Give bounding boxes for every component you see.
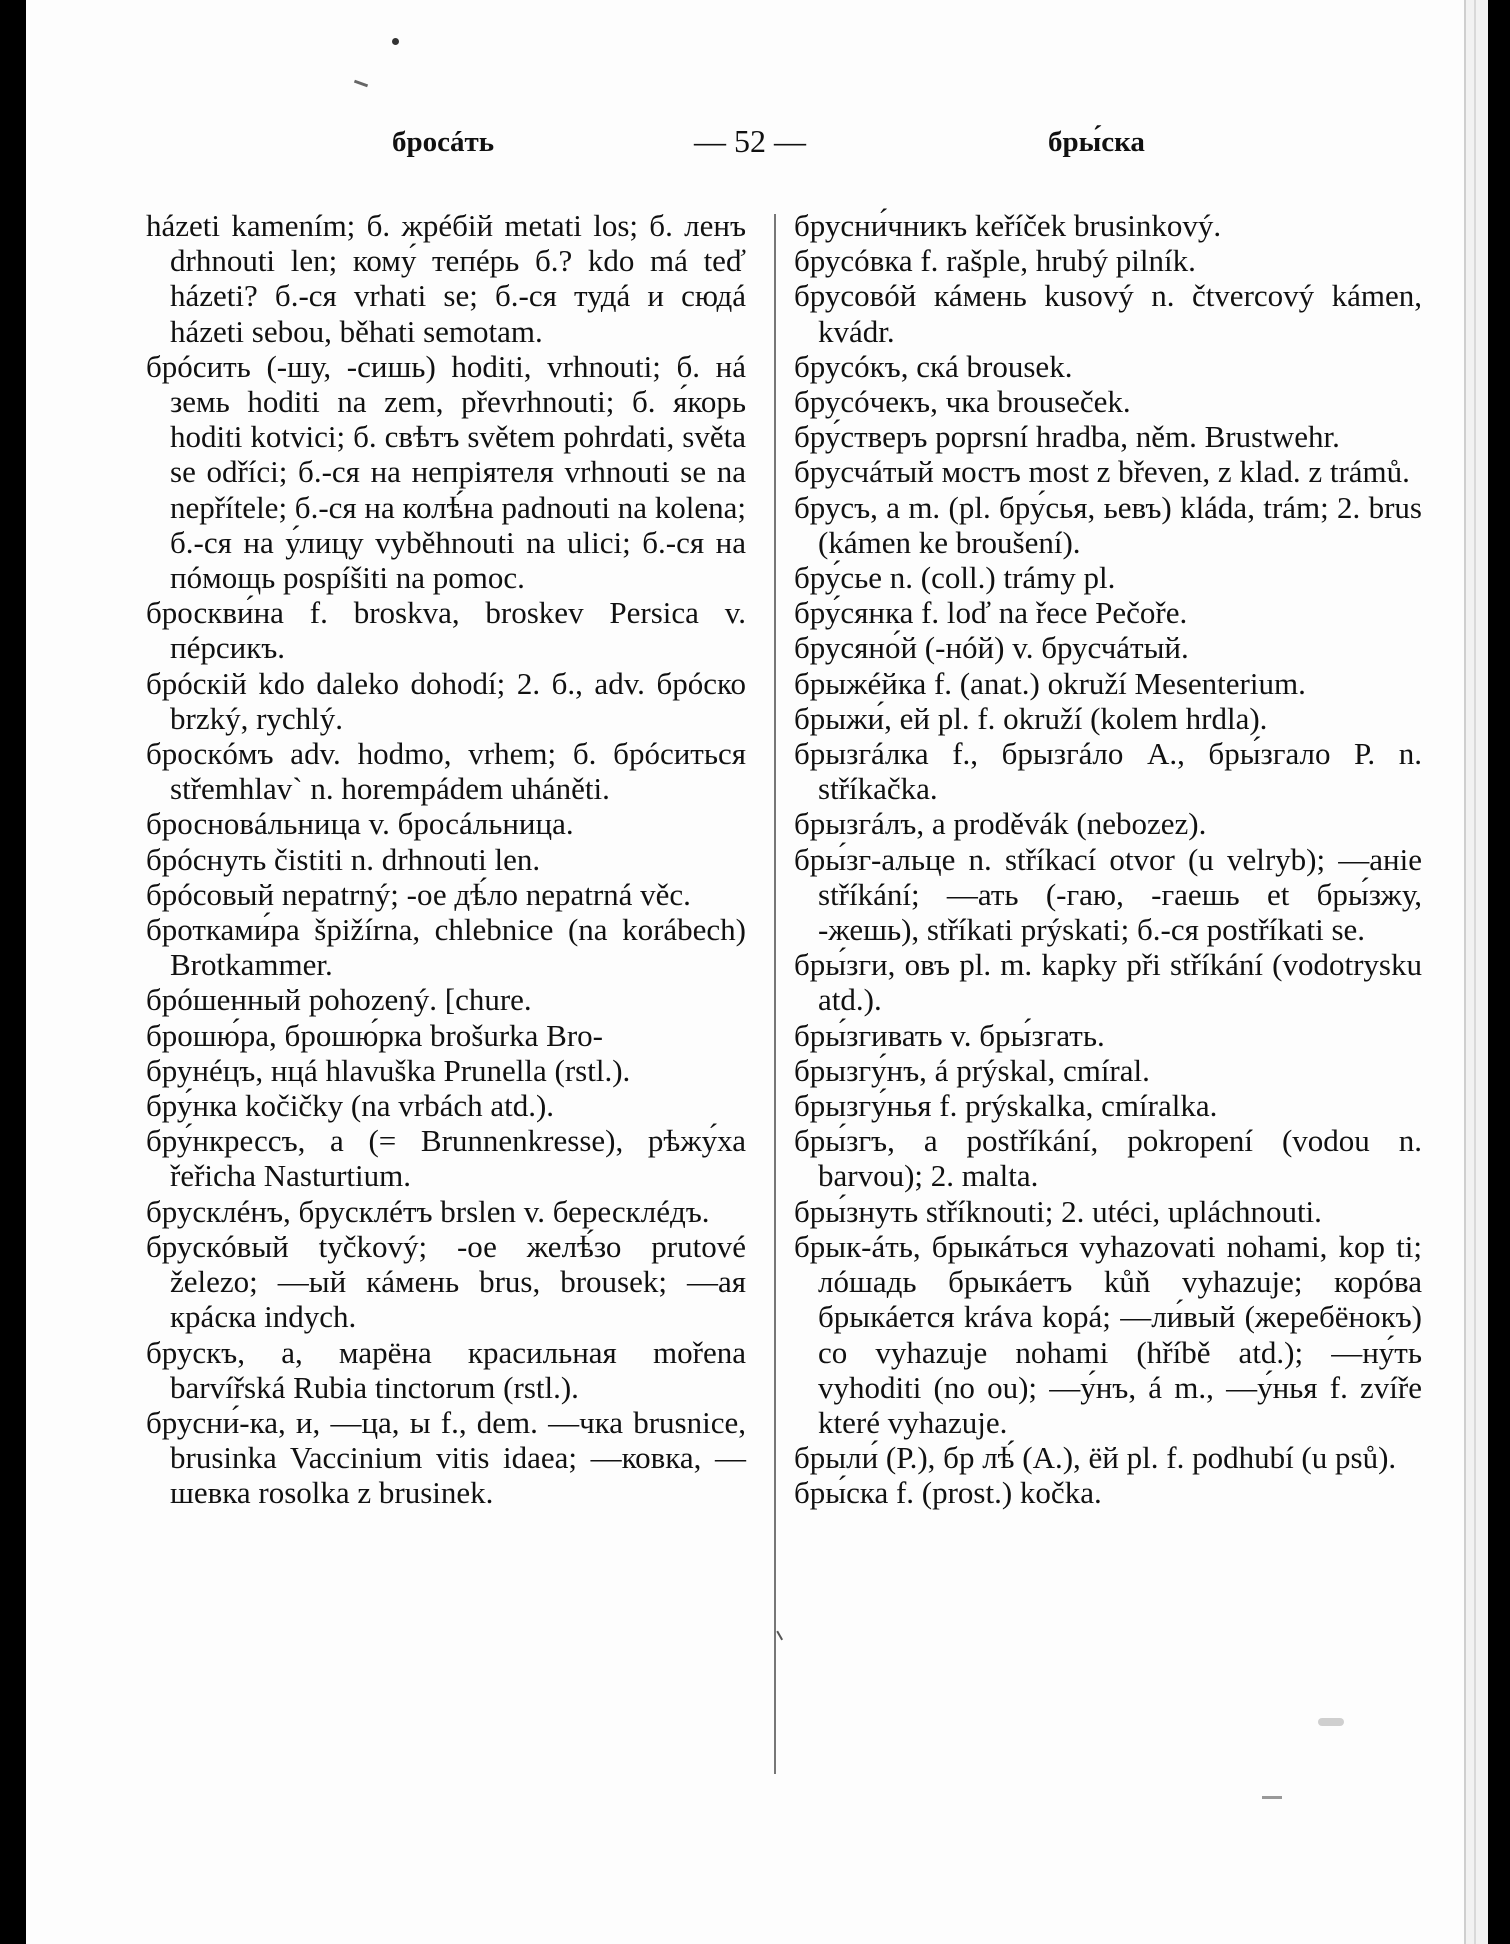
dictionary-entry: брыжи́, ей pl. f. okruží (kolem hrdla). bbox=[794, 700, 1268, 736]
ink-smudge bbox=[1318, 1718, 1344, 1726]
dictionary-entry: бру́сье n. (coll.) trámy pl. bbox=[794, 560, 1116, 596]
dictionary-entry: бру́стверъ poprsní hradba, něm. Brustwehr. bbox=[794, 419, 1340, 455]
page-edge bbox=[1464, 0, 1488, 1944]
dictionary-entry: бры́зги, овъ pl. m. kapky při stříkání (vodotrysku atd.). bbox=[794, 947, 1422, 1018]
dictionary-entry: брыжéйка f. (anat.) okruží Mesenterium. bbox=[794, 665, 1306, 701]
dictionary-entry: брусовóй кáмень kusový n. čtvercový kámen, kvádr. bbox=[794, 278, 1422, 349]
dictionary-entry: брóшенный pohozený. [chure. bbox=[146, 982, 532, 1018]
dictionary-entry: броскóмъ adv. hodmo, vrhem; б. брóситься střemhlav` n. horempádem uháněti. bbox=[146, 736, 746, 807]
dictionary-entry: бру́сянка f. loď na řece Pečoře. bbox=[794, 595, 1188, 631]
header-left-guide-word: бросáть bbox=[392, 126, 495, 158]
page-header bbox=[26, 123, 1488, 166]
dictionary-entry: бры́знуть stříknouti; 2. utéci, upláchnouti. bbox=[794, 1193, 1322, 1229]
dictionary-entry: брошю́ра, брошю́рка brošurka Bro- bbox=[146, 1017, 604, 1053]
dictionary-entry: брызгáлъ, а proděvák (nebozez). bbox=[794, 806, 1207, 842]
dictionary-entry: бры́згивать v. бры́згать. bbox=[794, 1017, 1105, 1053]
right-column bbox=[794, 208, 1422, 1511]
page-number: — 52 — bbox=[694, 123, 806, 159]
dictionary-entry: броскви́на f. broskva, broskev Persica v. пéрсикъ. bbox=[146, 595, 746, 666]
dictionary-entry: брусяно́й (-нóй) v. брусчáтый. bbox=[794, 630, 1189, 666]
ink-mark bbox=[1262, 1796, 1282, 1799]
dictionary-entry: бры́ска f. (prost.) kočka. bbox=[794, 1475, 1102, 1511]
dictionary-entry: брóснуть čistiti n. drhnouti len. bbox=[146, 841, 541, 877]
dictionary-entry: брóсить (-шу, -сишь) hoditi, vrhnouti; б. нá земь hoditi na zem, převrhnouti; б. я́корь hoditi kotvici; б. свѣтъ světem pohrdati, světa se odříci; б.-ся на непріятеля vrhnouti se na nepřítele; б.-ся на колѣ́на padnouti na kolena; б.-ся на у́лицу vyběhnouti na ulici; б.-ся на пóмощь pospíšiti na pomoc. bbox=[146, 348, 746, 596]
ink-dot bbox=[392, 38, 399, 45]
dictionary-entry: брык-áть, брыкáться vyhazovati nohami, kop ti; лóшадь брыкáетъ kůň vyhazuje; корóва брыкáется kráva kopá; —ли́вый (жеребёнокъ) co vyhazuje nohami (hříbě atd.); —ну́ть vyhoditi (no ou); —у́нъ, á m., —у́нья f. zvíře které vyhazuje. bbox=[794, 1228, 1422, 1440]
dictionary-entry: брызгáлка f., брызгáло А., бры́згало Р. n. stříkačka. bbox=[794, 736, 1422, 807]
dictionary-entry: брунéцъ, нцá hlavuška Prunella (rstl.). bbox=[146, 1052, 631, 1088]
dictionary-entry: брусъ, а m. (pl. бру́сья, ьевъ) kláda, trám; 2. brus (kámen ke broušení). bbox=[794, 489, 1422, 560]
dictionary-entry: брусни́-ка, и, —ца, ы f., dem. —чка brusnice, brusinka Vaccinium vitis idaea; —ковка, —шевка rosolka z brusinek. bbox=[146, 1404, 746, 1511]
dictionary-entry: брызгу́нъ, á prýskal, cmíral. bbox=[794, 1052, 1150, 1088]
dictionary-entry: бры́згъ, а postříkání, pokropení (vodou n. barvou); 2. malta. bbox=[794, 1123, 1422, 1194]
dictionary-entry: брускъ, а, марёна красильная mořena barvířská Rubia tinctorum (rstl.). bbox=[146, 1334, 746, 1405]
dictionary-entry: бросновáльница v. бросáльница. bbox=[146, 806, 574, 842]
column-divider bbox=[774, 214, 776, 1774]
dictionary-entry: брусóкъ, скá brousek. bbox=[794, 348, 1073, 384]
dictionary-entry: брусчáтый мостъ most z břeven, z klad. z trámů. bbox=[794, 454, 1410, 490]
dictionary-entry: házeti kamením; б. жрéбій metati los; б. ленъ drhnouti len; кому́ тепéрь б.? kdo má teď házeti? б.-ся vrhati se; б.-ся тудá и сюдá házeti sebou, běhati semotam. bbox=[146, 208, 746, 349]
dictionary-entry: бротками́ра špižírna, chlebnice (na korábech) Brotkammer. bbox=[146, 912, 746, 983]
dictionary-entry: брóскій kdo daleko dohodí; 2. б., adv. брóско brzký, rychlý. bbox=[146, 665, 746, 736]
dictionary-entry: брóсовый nepatrný; -ое дѣ́ло nepatrná věc. bbox=[146, 876, 691, 912]
left-column bbox=[146, 208, 746, 1511]
dictionary-entry: бру́нкрессъ, а (= Brunnenkresse), рѣжу́ха řeřicha Nasturtium. bbox=[146, 1123, 746, 1194]
header-right-guide-word: бры́ска bbox=[1048, 126, 1145, 158]
dictionary-entry: брусóчекъ, чка brouseček. bbox=[794, 384, 1131, 420]
ink-speck bbox=[354, 80, 368, 88]
dictionary-entry: брыли́ (Р.), бр лѣ́ (А.), ёй pl. f. podhubí (u psů). bbox=[794, 1440, 1397, 1476]
dictionary-page bbox=[26, 0, 1488, 1944]
dictionary-entry: брусклéнъ, брусклéтъ brslen v. бересклéдъ. bbox=[146, 1193, 710, 1229]
dictionary-entry: брускóвый tyčkový; -ое желѣ́зо prutové železo; —ый кáмень brus, brousek; —ая крáска indych. bbox=[146, 1228, 746, 1335]
dictionary-entry: брызгу́нья f. prýskalka, cmíralka. bbox=[794, 1088, 1218, 1124]
dictionary-entry: брусни́чникъ keříček brusinkový. bbox=[794, 208, 1222, 243]
dictionary-entry: бры́зг-альце n. stříkací otvor (u velryb); —аніе stříkání; —ать (-гаю, -гаешь et бры́зжу, -жешь), stříkati prýskati; б.-ся postříkati se. bbox=[794, 841, 1422, 948]
dictionary-entry: бру́нка kočičky (na vrbách atd.). bbox=[146, 1088, 555, 1124]
dictionary-entry: брусóвка f. rašple, hrubý pilník. bbox=[794, 243, 1196, 279]
margin-tick bbox=[776, 1626, 791, 1641]
